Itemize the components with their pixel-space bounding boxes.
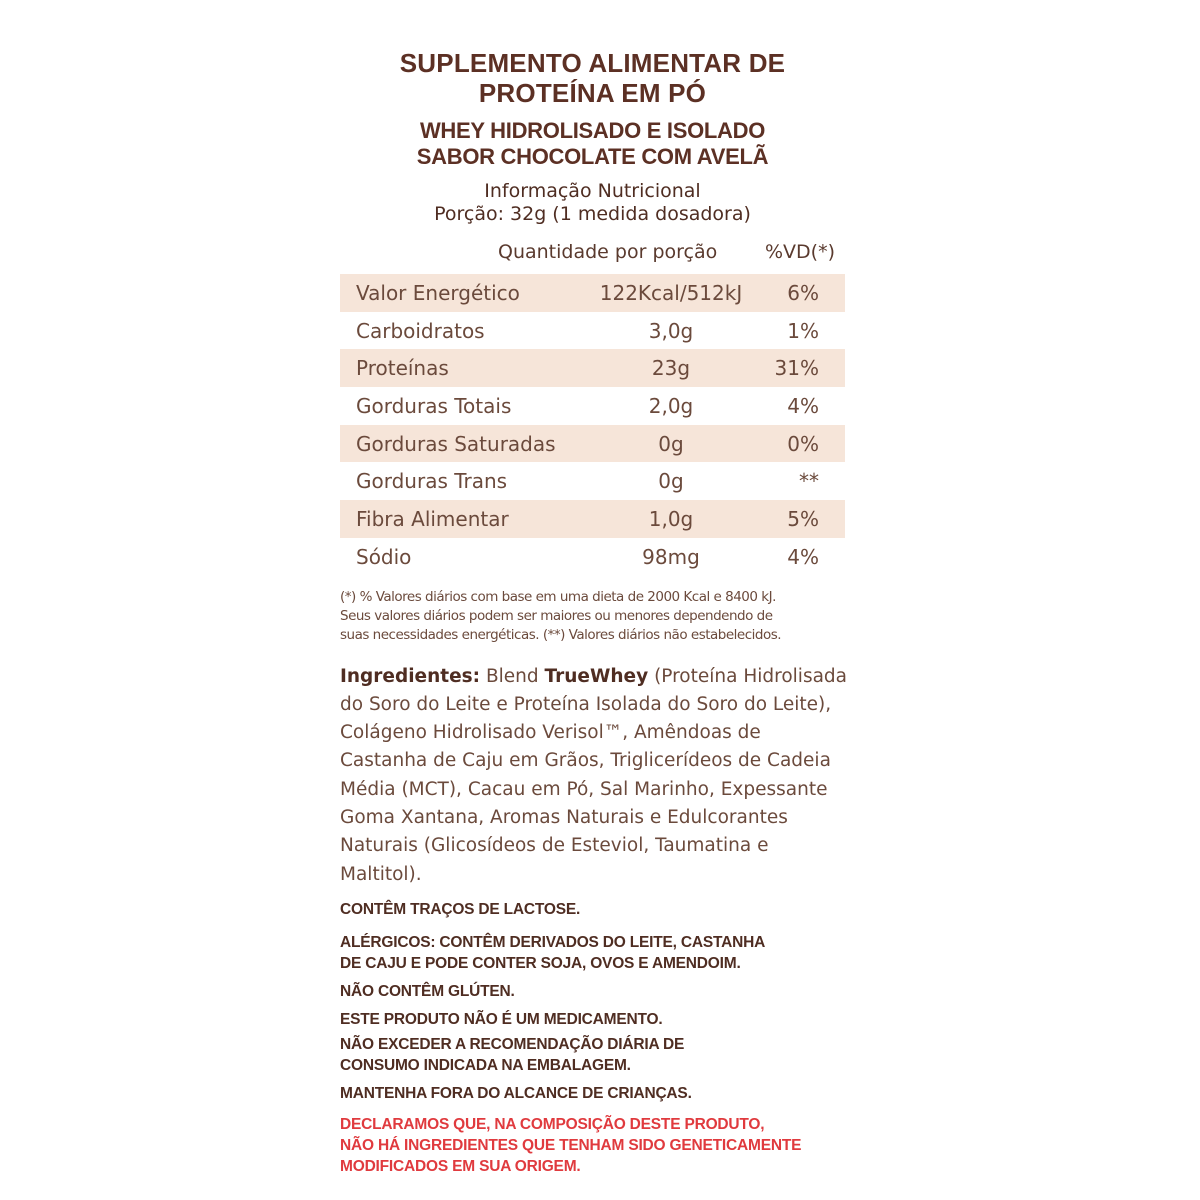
ingredients-blend-prefix: Blend — [485, 665, 539, 687]
nutrient-quantity: 23g — [651, 356, 691, 381]
table-row — [340, 312, 845, 350]
allergen-warning-line-1: ALÉRGICOS: CONTÊM DERIVADOS DO LEITE, CASTANHA — [340, 933, 766, 951]
footnote-line-2: Seus valores diários podem ser maiores ou menores dependendo de — [340, 607, 773, 624]
daily-value-footnote — [340, 588, 845, 645]
table-row — [340, 462, 845, 500]
allergen-warning — [340, 932, 845, 974]
nutrient-daily-value: 4% — [787, 544, 819, 569]
table-row — [340, 425, 845, 463]
dosage-warning-line-1: NÃO EXCEDER A RECOMENDAÇÃO DIÁRIA DE — [340, 1035, 685, 1053]
ingredients-list — [340, 663, 850, 889]
nutrient-quantity: 122Kcal/512kJ — [599, 280, 743, 305]
nutrient-quantity: 3,0g — [648, 318, 694, 343]
gmo-declaration-line-1: DECLARAMOS QUE, NA COMPOSIÇÃO DESTE PRODUTO, — [340, 1115, 765, 1133]
nutrient-daily-value: ** — [799, 469, 819, 494]
nutrient-daily-value: 5% — [787, 506, 819, 531]
nutrition-info-title: Informação Nutricional — [484, 180, 701, 202]
nutrient-quantity: 0g — [658, 469, 684, 494]
nutrition-info-heading — [340, 180, 845, 226]
nutrient-name: Sódio — [356, 544, 412, 569]
footnote-line-3: suas necessidades energéticas. (**) Valores diários não estabelecidos. — [340, 626, 782, 643]
nutrient-daily-value: 1% — [787, 318, 819, 343]
nutrient-daily-value: 4% — [787, 393, 819, 418]
nutrition-label — [340, 48, 845, 1177]
nutrient-name: Fibra Alimentar — [356, 506, 509, 531]
nutrient-name: Carboidratos — [356, 318, 485, 343]
column-header-daily-value: %VD(*) — [764, 241, 835, 263]
nutrient-quantity: 98mg — [642, 544, 700, 569]
children-warning: MANTENHA FORA DO ALCANCE DE CRIANÇAS. — [340, 1084, 692, 1102]
table-row — [340, 500, 845, 538]
nutrition-table-header — [340, 238, 845, 266]
table-row — [340, 349, 845, 387]
allergen-warning-line-2: DE CAJU E PODE CONTER SOJA, OVOS E AMENDOIM. — [340, 954, 741, 972]
ingredients-brand: TrueWhey — [544, 665, 649, 687]
footnote-line-1: (*) % Valores diários com base em uma dieta de 2000 Kcal e 8400 kJ. — [340, 588, 776, 605]
dosage-warning-line-2: CONSUMO INDICADA NA EMBALAGEM. — [340, 1056, 631, 1074]
ingredients-label: Ingredientes: — [340, 665, 481, 687]
nutrition-table — [340, 274, 845, 576]
nutrient-name: Gorduras Trans — [356, 469, 508, 494]
product-title-line-1: SUPLEMENTO ALIMENTAR DE — [399, 48, 786, 78]
gmo-declaration — [340, 1114, 845, 1177]
nutrient-quantity: 2,0g — [648, 393, 694, 418]
dosage-warning — [340, 1034, 845, 1076]
nutrient-quantity: 1,0g — [648, 506, 694, 531]
table-row — [340, 538, 845, 576]
table-row — [340, 274, 845, 312]
product-subtitle — [340, 118, 845, 170]
product-subtitle-line-2: SABOR CHOCOLATE COM AVELÃ — [416, 144, 769, 169]
column-header-quantity: Quantidade por porção — [498, 241, 718, 263]
nutrient-daily-value: 31% — [774, 356, 819, 381]
product-title-line-2: PROTEÍNA EM PÓ — [478, 78, 707, 108]
nutrient-daily-value: 0% — [787, 431, 819, 456]
nutrient-daily-value: 6% — [787, 280, 819, 305]
gmo-declaration-line-3: MODIFICADOS EM SUA ORIGEM. — [340, 1157, 581, 1175]
gmo-declaration-line-2: NÃO HÁ INGREDIENTES QUE TENHAM SIDO GENETICAMENTE — [340, 1136, 802, 1154]
nutrient-name: Gorduras Totais — [356, 393, 512, 418]
medicine-warning: ESTE PRODUTO NÃO É UM MEDICAMENTO. — [340, 1010, 663, 1028]
lactose-warning: CONTÊM TRAÇOS DE LACTOSE. — [340, 900, 581, 918]
ingredients-text: (Proteína Hidrolisada do Soro do Leite e Proteína Isolada do Soro do Leite), Colágeno Hidrolisado Verisol™, Amêndoas de Castanha de Caju em Grãos, Triglicerídeos de Cadeia Média (MCT), Cacau em Pó, Sal Marinho, Expessante Goma Xantana, Aromas Naturais e Edulcorantes Naturais (Glicosídeos de Esteviol, Taumatina e Maltitol). — [340, 665, 847, 885]
nutrient-name: Gorduras Saturadas — [356, 431, 556, 456]
nutrient-quantity: 0g — [658, 431, 684, 456]
gluten-warning: NÃO CONTÊM GLÚTEN. — [340, 982, 515, 1000]
product-title — [340, 48, 845, 108]
nutrient-name: Valor Energético — [356, 280, 520, 305]
product-subtitle-line-1: WHEY HIDROLISADO E ISOLADO — [419, 118, 766, 143]
serving-size: Porção: 32g (1 medida dosadora) — [434, 203, 751, 225]
nutrient-name: Proteínas — [356, 356, 449, 381]
table-row — [340, 387, 845, 425]
